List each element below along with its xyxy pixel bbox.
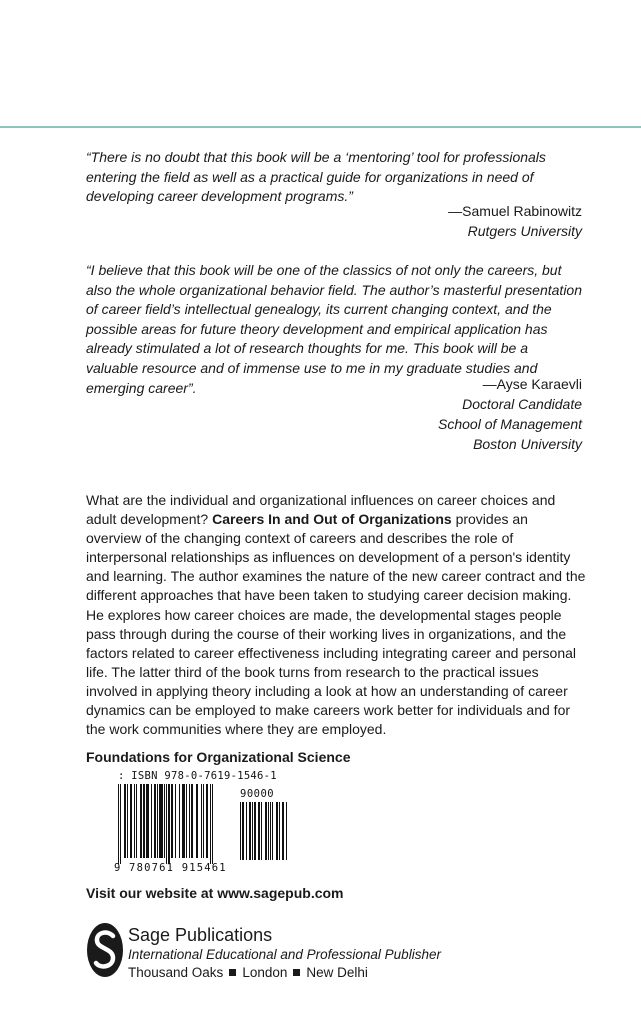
endorser-name-2: —Ayse Karaevli: [482, 376, 582, 392]
ean-digits: 9 780761 915461: [114, 862, 227, 874]
endorsement-quote-2: “I believe that this book will be one of the classics of not only the careers, but also the whole organizational behavior field. The author’s masterful presentation of career field’s intellectual genealogy, its current changing context, and the possible areas for future theory development and empirical application has already stimulated a lot of research thoughts for me. This book will be a valuable resource and of immense use to me in my graduate studies and emerging career”.: [86, 262, 583, 396]
endorser-affiliation: Rutgers University: [467, 223, 582, 239]
barcode: [112, 770, 312, 878]
top-rule: [0, 126, 641, 128]
endorser-affiliation: Boston University: [473, 436, 582, 452]
website-line: Visit our website at www.sagepub.com: [86, 885, 344, 901]
endorser-name-1: —Samuel Rabinowitz: [448, 203, 582, 219]
location-thousand-oaks: Thousand Oaks: [128, 965, 224, 980]
separator-square-icon: [293, 969, 300, 976]
description-intro: What are the individual and organizational influences on career choices and adult development?: [86, 492, 556, 528]
endorser-affiliation: Doctoral Candidate: [462, 396, 582, 412]
endorser-affiliation: School of Management: [438, 416, 582, 432]
publisher-name: Sage Publications: [128, 925, 273, 945]
endorsement-attribution-1: [448, 201, 582, 241]
series-name: Foundations for Organizational Science: [86, 749, 351, 765]
location-london: London: [242, 965, 288, 980]
book-description: [86, 491, 586, 739]
sage-logo-icon: [86, 921, 124, 979]
addon-barcode-bars: [240, 802, 298, 864]
publisher-tagline: International Educational and Professional Publisher: [128, 947, 441, 962]
endorsement-attribution-2: [438, 374, 582, 454]
price-code: 90000: [240, 788, 275, 800]
barcode-bars: [118, 784, 238, 864]
book-title: Careers In and Out of Organizations: [212, 511, 452, 528]
endorsement-quote-1: “There is no doubt that this book will be a ‘mentoring’ tool for professionals entering the field as well as a practical guide for organizations in need of developing career development programs.”: [86, 149, 546, 205]
separator-square-icon: [229, 969, 236, 976]
publisher-locations: [128, 965, 368, 980]
location-new-delhi: New Delhi: [306, 965, 368, 980]
description-body: provides an overview of the changing context of careers and describes the role of interpersonal relationships as influences on development of a person's identity and learning. The author examines the nature of the new career contract and the different approaches that have been taken to studying career decision making. He explores how career choices are made, the developmental stages people pass through during the course of their working lives in organizations, and the factors related to career effectiveness including integrating career and personal life. The latter third of the book turns from research to the practical issues involved in applying theory including a look at how an understanding of career dynamics can be employed to make careers work better for individuals and for the work communities where they are employed.: [86, 511, 586, 738]
isbn-label: : ISBN 978-0-7619-1546-1: [118, 770, 277, 782]
